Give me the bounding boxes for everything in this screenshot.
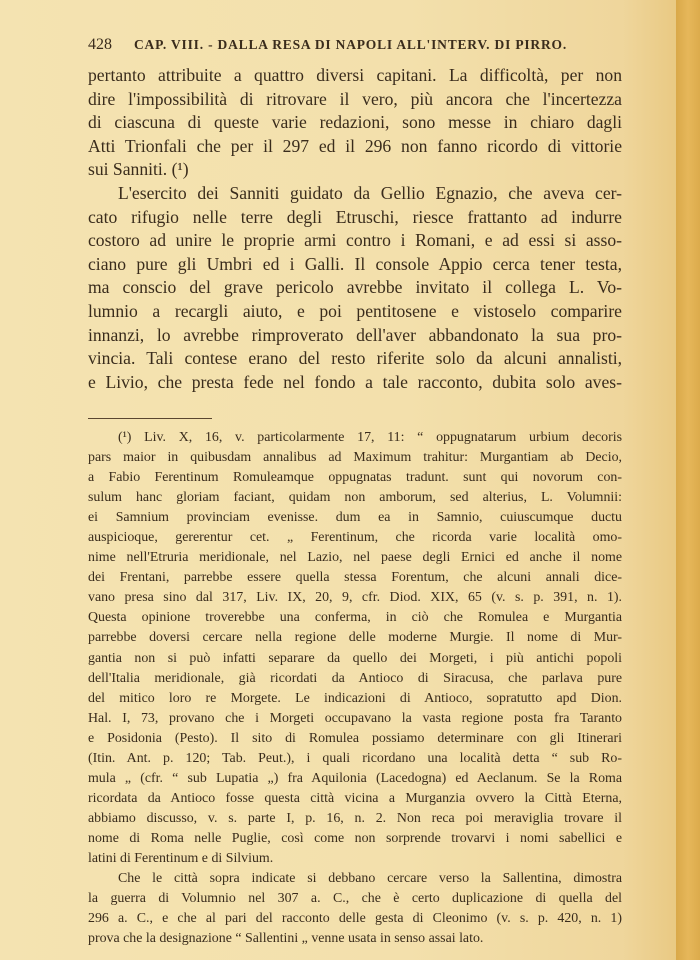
footnote-line: Che le città sopra indicate si debbano cercare verso la Sallentina, dimostra <box>118 871 622 887</box>
footnote-line: auspicioque, gererentur cet. „ Ferentinum, che ricorda varie località omo- <box>88 530 622 546</box>
text-line: sui Sanniti. (¹) <box>88 159 189 180</box>
footnote-line: dell'Italia meridionale, già ricordati da Antioco di Siracusa, che parlava pure <box>88 670 622 686</box>
page-number: 428 <box>88 36 112 53</box>
text-line: L'esercito dei Sanniti guidato da Gellio Egnazio, che aveva cer- <box>118 182 622 203</box>
footnote-line: 296 a. C., e che al pari del racconto delle gesta di Cleonimo (v. s. p. 420, n. 1) <box>88 911 622 927</box>
text-line: costoro ad unire le proprie armi contro i Romani, e ad essi si asso- <box>88 230 622 251</box>
text-line: cato rifugio nelle terre degli Etruschi, riesce frattanto ad indurre <box>88 206 622 227</box>
footnote-separator <box>88 418 212 419</box>
text-line: vincia. Tali contese erano del resto riferite solo da alcuni annalisti, <box>88 348 622 369</box>
footnote-line: Questa opinione troverebbe una conferma, in ciò che Romulea e Murgantia <box>88 610 622 626</box>
footnote-line: parrebbe doversi cercare nella regione delle moderne Murgie. Il nome di Mur- <box>88 630 622 646</box>
footnote-line: Hal. I, 73, provano che i Morgeti occupavano la vasta regione posta fra Taranto <box>88 710 622 726</box>
text-line: ma conscio del grave pericolo avrebbe invitato il collega L. Vo- <box>88 277 622 298</box>
footnote-line: (Itin. Ant. p. 120; Tab. Peut.), i quali ricordano una località detta “ sub Ro- <box>88 750 622 766</box>
footnote-line: ricordata da Antioco fosse questa città vicina a Murganzia ovvero la Città Eterna, <box>88 790 622 806</box>
footnote-line: vano presa sino dal 317, Liv. IX, 20, 9, cfr. Diod. XIX, 65 (v. s. p. 391, n. 1). <box>88 590 622 606</box>
text-line: innanzi, lo avrebbe rimproverato dell'aver abbandonato la sua pro- <box>88 324 622 345</box>
footnote-line: nime nell'Etruria meridionale, nel Lazio, nel paese degli Ernici ed anche il nome <box>88 550 622 566</box>
book-edge <box>676 0 700 960</box>
footnote-line: la guerra di Volumnio nel 307 a. C., che è certo duplicazione di quella del <box>88 891 622 907</box>
text-line: lumnio a recargli aiuto, e poi pentitosene e vistoselo comparire <box>88 300 622 321</box>
footnote-line: sulum hanc gloriam faciant, quidam non amborum, sed alterius, L. Volumnii: <box>88 490 622 506</box>
running-header <box>88 36 624 54</box>
main-text <box>88 64 622 394</box>
text-line: ciano pure gli Umbri ed i Galli. Il console Appio cerca tener testa, <box>88 253 622 274</box>
text-line: Atti Trionfali che per il 297 ed il 296 non fanno ricordo di vittorie <box>88 135 622 156</box>
footnote-line: prova che la designazione “ Sallentini „ venne usata in senso assai lato. <box>88 931 484 947</box>
text-line: dire l'impossibilità di ritrovare il vero, più ancora che l'incertezza <box>88 88 622 109</box>
text-line: di ciascuna di queste varie redazioni, sono messe in chiaro dagli <box>88 112 622 133</box>
footnote-line: a Fabio Ferentinum Romuleamque oppugnatas tradunt. sunt qui novorum con- <box>88 470 622 486</box>
footnote-line: dei Frentani, parrebbe essere quella stessa Forentum, che alcuni annali dice- <box>88 570 622 586</box>
footnote-line: latini di Ferentinum e di Silvium. <box>88 850 274 866</box>
footnote-line: pars maior in quibusdam annalibus ad Maximum trahitur: Murgantiam ab Decio, <box>88 450 622 466</box>
footnote-line: (¹) Liv. X, 16, v. particolarmente 17, 11: “ oppugnatarum urbium decoris <box>118 430 622 445</box>
footnote-line: mula „ (cfr. “ sub Lupatia „) fra Aquilonia (Lacedogna) ed Aeclanum. Se la Roma <box>88 770 622 786</box>
footnotes <box>88 428 622 949</box>
footnote-line: gantia non si può infatti separare da quello dei Morgeti, i più antichi popoli <box>88 650 622 666</box>
footnote-line: abbiamo discusso, v. s. parte I, p. 16, n. 2. Non reca poi meraviglia trovare il <box>88 810 622 826</box>
text-line: e Livio, che presta fede nel fondo a tale racconto, dubita solo aves- <box>88 371 622 392</box>
footnote-line: nome di Roma nelle Puglie, così come non sorprende trovarvi i nomi sabellici e <box>88 830 622 846</box>
footnote-line: e Posidonia (Pesto). Il sito di Romulea possiamo determinare con gli Itinerari <box>88 730 622 746</box>
footnote-line: del mitico loro re Morgete. Le indicazioni di Antioco, sopratutto apd Dion. <box>88 690 622 706</box>
chapter-title: CAP. VIII. - DALLA RESA DI NAPOLI ALL'INTERV. DI PIRRO. <box>134 37 567 52</box>
text-line: pertanto attribuite a quattro diversi capitani. La difficoltà, per non <box>88 65 622 85</box>
footnote-line: ei Samnium provinciam evenisse. dum ea in Samnio, cuiuscumque ductu <box>88 510 622 526</box>
